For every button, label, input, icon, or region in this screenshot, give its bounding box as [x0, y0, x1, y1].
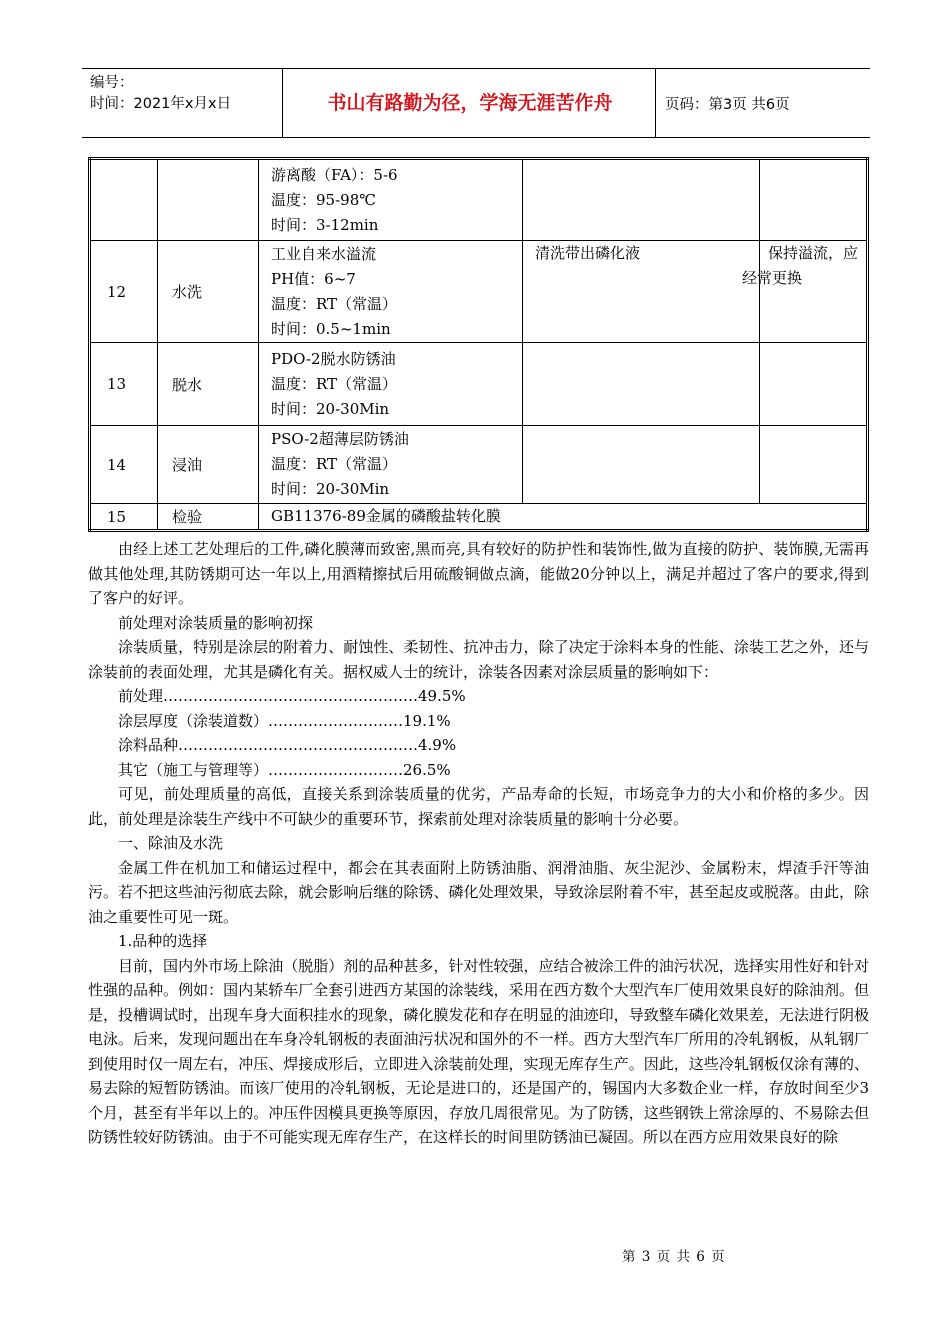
process-table	[88, 157, 869, 532]
process-params: PDO-2脱水防锈油 温度：RT（常温） 时间：20-30Min	[259, 343, 523, 426]
body-text	[88, 537, 869, 1150]
date-label: 时间：2021年x月x日	[90, 96, 232, 112]
process-params: 工业自来水溢流 PH值：6~7 温度：RT（常温） 时间：0.5~1min	[259, 241, 523, 343]
process-params: PSO-2超薄层防锈油 温度：RT（常温） 时间：20-30Min	[259, 426, 523, 504]
header-divider	[655, 69, 656, 137]
page-header	[82, 68, 870, 138]
step-name: 脱水	[158, 343, 259, 426]
step-name: 检验	[158, 504, 259, 531]
table-row	[90, 241, 868, 343]
step-number: 14	[90, 426, 158, 504]
step-number: 12	[90, 241, 158, 343]
section-heading: 1.品种的选择	[118, 932, 208, 950]
table-row	[90, 504, 868, 531]
step-number: 13	[90, 343, 158, 426]
step-name: 水洗	[158, 241, 259, 343]
section-heading: 前处理对涂装质量的影响初探	[118, 613, 314, 632]
step-number: 15	[90, 504, 158, 531]
paragraph: 目前，国内外市场上除油（脱脂）剂的品种甚多，针对性较强，应结合被涂工件的油污状况，选择实用性好和针对性强的品种。例如：国内某轿车厂全套引进西方某国的涂装线，采用在西方数个大型汽车厂使用效果良好的除油剂。但是，投槽调试时，出现车身大面积挂水的现象，磷化膜发花和存在明显的油迹印，导致整车磷化效果差，无法进行阴极电泳。后来，发现问题出在车身冷轧钢板的表面油污状况和国外的不一样。西方大型汽车厂所用的冷轧钢板，从轧钢厂到使用时仅一周左右，冲压、焊接成形后，立即进入涂装前处理，实现无库存生产。因此，这些冷轧钢板仅涂有薄的、易去除的短暂防锈油。而该厂使用的冷轧钢板，无论是进口的，还是国产的，锡国内大多数企业一样，存放时间至少3个月，甚至有半年以上的。冲压件因模具更换等原因，存放几周很常见。为了防锈，这些钢铁上常涂厚的、不易除去但防锈性较好防锈油。由于不可能实现无库存生产，在这样长的时间里防锈油已凝固。所以在西方应用效果良好的除	[88, 956, 869, 1146]
header-divider	[282, 69, 283, 137]
page-footer: 第 3 页 共 6 页	[622, 1249, 726, 1265]
header-motto: 书山有路勤为径，学海无涯苦作舟	[327, 92, 613, 114]
paragraph: 由经上述工艺处理后的工件,磷化膜薄而致密,黑而亮,具有较好的防护性和装饰性,做为直接的防护、装饰膜,无需再做其他处理,其防锈期可达一年以上,用酒精擦拭后用硫酸铜做点滴，能做20分钟以上，满足并超过了客户的要求,得到了客户的好评。	[88, 540, 869, 607]
list-item: 其它（施工与管理等）………………………26.5%	[118, 760, 451, 779]
code-label: 编号：	[90, 75, 134, 91]
paragraph: 涂装质量，特别是涂层的附着力、耐蚀性、柔韧性、抗冲击力，除了决定于涂料本身的性能、涂装工艺之外，还与涂装前的表面处理，尤其是磷化有关。据权威人士的统计，涂装各因素对涂层质量的影响如下：	[88, 638, 869, 681]
paragraph: 可见，前处理质量的高低，直接关系到涂装质量的优劣，产品寿命的长短，市场竞争力的大小和价格的多少。因此，前处理是涂装生产线中不可缺少的重要环节，探索前处理对涂装质量的影响十分必要。	[88, 785, 869, 828]
list-item: 涂层厚度（涂装道数）………………………19.1%	[118, 711, 451, 730]
step-name: 浸油	[158, 426, 259, 504]
table-row	[90, 426, 868, 504]
step-purpose: 清洗带出磷化液	[523, 241, 760, 343]
step-note: 保持溢流，应 经常更换	[760, 241, 868, 343]
table-row	[90, 343, 868, 426]
paragraph: 金属工件在机加工和储运过程中，都会在其表面附上防锈油脂、润滑油脂、灰尘泥沙、金属粉末，焊渣手汗等油污。若不把这些油污彻底去除，就会影响后继的除锈、磷化处理效果，导致涂层附着不牢，甚至起皮或脱落。由此，除油之重要性可见一斑。	[88, 858, 869, 926]
table-row	[90, 159, 868, 241]
header-meta	[90, 73, 231, 115]
list-item: 涂料品种…………………………………………4.9%	[118, 736, 457, 754]
list-item: 前处理……………………………………………49.5%	[118, 687, 466, 705]
page-number-label: 页码：第3页 共6页	[665, 97, 790, 113]
section-heading: 一、除油及水洗	[118, 834, 224, 852]
process-params: GB11376-89金属的磷酸盐转化膜	[259, 504, 868, 531]
process-params: 游离酸（FA）：5-6 温度：95-98℃ 时间：3-12min	[259, 159, 523, 241]
